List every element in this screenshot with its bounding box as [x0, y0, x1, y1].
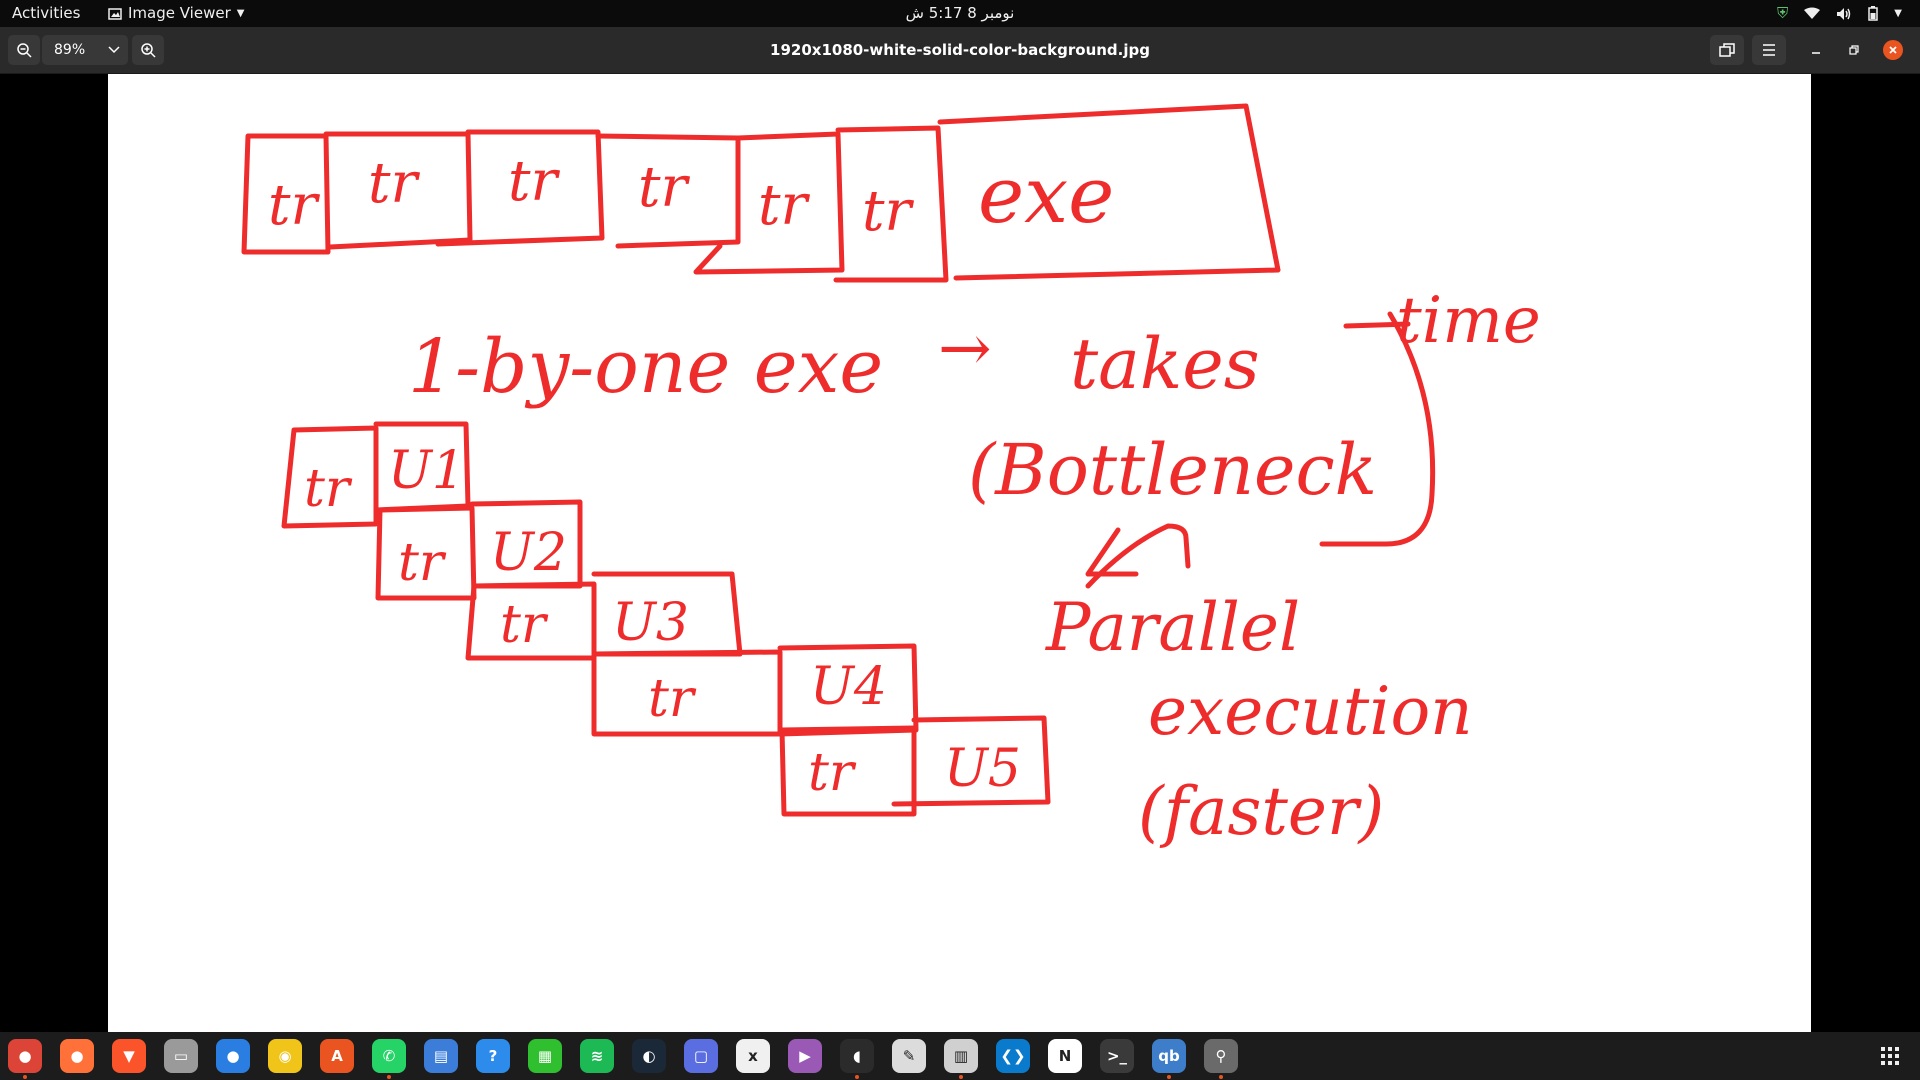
clock[interactable]: نومبر 8 5:17 ش: [905, 4, 1015, 22]
activities-button[interactable]: Activities: [12, 4, 81, 22]
wifi-icon: [1804, 7, 1820, 20]
row1-labels: [268, 149, 1114, 244]
steam-icon[interactable]: ◐: [632, 1039, 666, 1073]
stair-label-u: U2: [490, 523, 567, 583]
libreoffice-icon[interactable]: ▥: [944, 1039, 978, 1073]
video-player-icon[interactable]: ▶: [788, 1039, 822, 1073]
minimize-icon: [1811, 45, 1821, 55]
system-tray[interactable]: [1777, 0, 1902, 27]
row1-label: tr: [638, 155, 688, 220]
restore-button[interactable]: [1840, 35, 1868, 65]
fullscreen-icon: [1719, 43, 1735, 57]
fullscreen-button[interactable]: [1710, 35, 1744, 65]
stair-label-t: tr: [500, 595, 546, 655]
text-editor-icon[interactable]: ✎: [892, 1039, 926, 1073]
running-indicator: [1219, 1075, 1223, 1079]
viewer-header-bar: [0, 27, 1920, 74]
chevron-down-icon: ▼: [236, 8, 245, 19]
top-bar: [0, 0, 1920, 27]
dark-app-icon[interactable]: ◖: [840, 1039, 874, 1073]
row1-label: tr: [508, 149, 558, 214]
faster-text: (faster): [1138, 773, 1385, 850]
firefox-icon[interactable]: ●: [60, 1039, 94, 1073]
stair-label-u: U1: [388, 441, 465, 501]
close-button[interactable]: [1883, 40, 1903, 60]
shield-icon: ⛨: [1777, 4, 1789, 22]
software-center-icon[interactable]: A: [320, 1039, 354, 1073]
help-icon[interactable]: ?: [476, 1039, 510, 1073]
document-viewer-icon[interactable]: ▤: [424, 1039, 458, 1073]
stair-label-u: U3: [612, 593, 689, 653]
row1-label: tr: [368, 151, 418, 216]
calculator-icon[interactable]: x: [736, 1039, 770, 1073]
stair-label-t: tr: [304, 459, 350, 519]
notion-icon[interactable]: N: [1048, 1039, 1082, 1073]
arrow-text: →: [938, 312, 992, 386]
rhythmbox-icon[interactable]: ◉: [268, 1039, 302, 1073]
close-icon: [1888, 45, 1898, 55]
files-icon[interactable]: ▭: [164, 1039, 198, 1073]
system-menu-chevron-icon: ▼: [1894, 8, 1902, 19]
bottleneck-text: (Bottleneck: [968, 429, 1378, 511]
image-viewport[interactable]: [0, 74, 1920, 1032]
volume-icon: [1836, 7, 1852, 21]
row1-label: tr: [268, 173, 318, 238]
parallel-text: Parallel: [1046, 589, 1301, 666]
app-menu-label: Image Viewer: [128, 4, 231, 22]
stair-label-t: tr: [648, 669, 694, 729]
thunderbird-icon[interactable]: ●: [216, 1039, 250, 1073]
minimize-button[interactable]: [1802, 35, 1830, 65]
handwritten-drawing: [108, 74, 1811, 1032]
stair-label-u: U5: [944, 739, 1021, 799]
running-indicator: [23, 1075, 27, 1079]
brave-icon[interactable]: ▼: [112, 1039, 146, 1073]
window-title: 1920x1080-white-solid-color-background.jpg: [770, 41, 1150, 59]
dock: [0, 1032, 1920, 1080]
stair-label-u: U4: [810, 657, 887, 717]
screenshot-icon[interactable]: ▢: [684, 1039, 718, 1073]
row1-label: tr: [862, 179, 912, 244]
stair-label-t: tr: [398, 533, 444, 593]
running-indicator: [387, 1075, 391, 1079]
one-by-one-text: 1-by-one exe: [408, 324, 884, 410]
whatsapp-icon[interactable]: ✆: [372, 1039, 406, 1073]
show-applications-icon[interactable]: [1880, 1046, 1900, 1066]
image-canvas[interactable]: [108, 74, 1811, 1032]
time-text: time: [1396, 284, 1541, 358]
hamburger-menu-button[interactable]: [1752, 35, 1786, 65]
execution-text: execution: [1148, 673, 1473, 750]
hamburger-icon: [1762, 44, 1776, 56]
running-indicator: [1167, 1075, 1171, 1079]
vscode-icon[interactable]: ❮❯: [996, 1039, 1030, 1073]
zoom-level-value: 89%: [54, 42, 86, 58]
qbittorrent-icon[interactable]: qb: [1152, 1039, 1186, 1073]
row1-label: tr: [758, 173, 808, 238]
spotify-icon[interactable]: ≋: [580, 1039, 614, 1073]
chrome-icon[interactable]: ●: [8, 1039, 42, 1073]
terminal-icon[interactable]: >_: [1100, 1039, 1134, 1073]
image-viewer-icon[interactable]: ⚲: [1204, 1039, 1238, 1073]
running-indicator: [959, 1075, 963, 1079]
takes-text: takes: [1070, 323, 1260, 405]
restore-icon: [1849, 45, 1859, 55]
running-indicator: [855, 1075, 859, 1079]
system-monitor-icon[interactable]: ▦: [528, 1039, 562, 1073]
battery-icon: [1868, 6, 1878, 21]
row1-label-exe: exe: [978, 151, 1115, 241]
stair-label-t: tr: [808, 743, 854, 803]
